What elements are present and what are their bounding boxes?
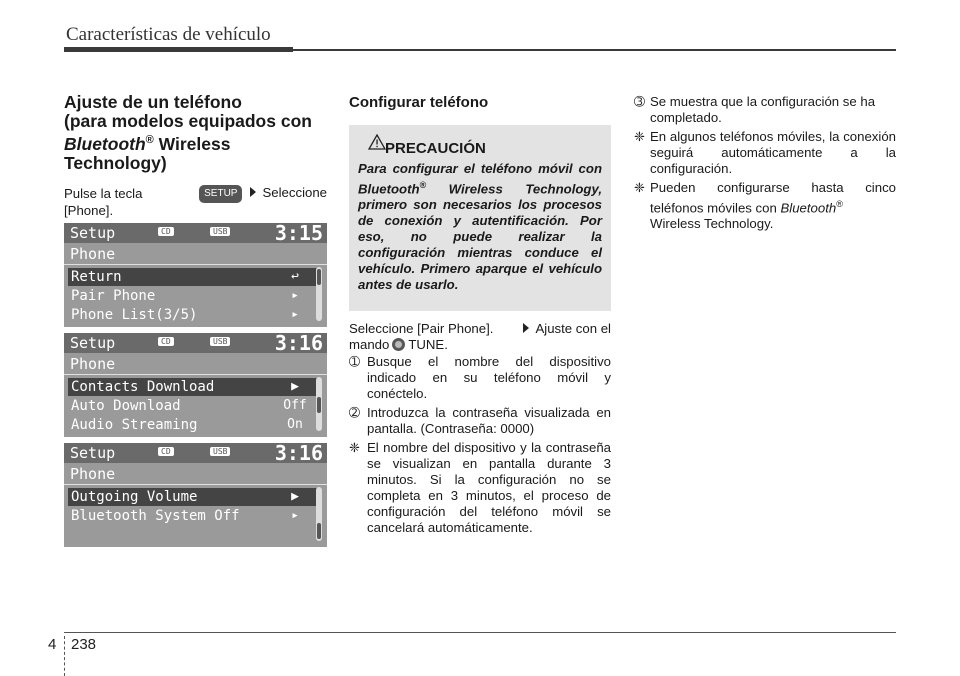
note-3-prefix: Pueden configurarse hasta cinco teléfonos móviles con xyxy=(650,180,896,216)
screen-title: Setup xyxy=(70,224,116,242)
clock: 3:16 xyxy=(274,443,323,465)
pair-line2-suffix: TUNE. xyxy=(408,337,448,352)
screen-title: Setup xyxy=(70,334,116,352)
setup-screen-1 xyxy=(64,223,327,327)
pair-instruction-prefix: Seleccione [Pair Phone]. xyxy=(349,321,494,336)
menu-item-outgoing-volume: Outgoing Volume xyxy=(68,488,273,506)
header-rule xyxy=(293,49,896,51)
divider xyxy=(64,374,327,375)
chevron-right-icon: ▸ xyxy=(291,307,299,322)
configure-phone-heading: Configurar teléfono xyxy=(349,94,489,111)
instruction-line-2: [Phone]. xyxy=(64,203,114,218)
audio-streaming-value: On xyxy=(287,417,303,432)
scrollbar-thumb xyxy=(317,397,321,413)
scrollbar-thumb xyxy=(317,269,321,285)
note-3-text xyxy=(650,180,896,232)
footer-divider xyxy=(64,636,65,676)
menu-item-contacts-download: Contacts Download xyxy=(68,378,273,396)
note-3 xyxy=(634,180,896,232)
pair-instruction-suffix: Ajuste con el xyxy=(535,321,611,336)
menu-item-pair-phone: Pair Phone xyxy=(71,288,156,304)
menu-item-auto-download: Auto Download xyxy=(71,398,181,414)
return-icon: ↩ xyxy=(272,268,318,286)
note-2-text: En algunos teléfonos móviles, la conexión seguirá automáticamente a la configuración. xyxy=(650,129,896,176)
heading-line-3 xyxy=(64,131,312,154)
caution-registered: ® xyxy=(419,180,427,190)
warning-icon xyxy=(368,134,386,150)
heading-wireless: Wireless xyxy=(153,133,231,154)
heading-registered: ® xyxy=(145,134,154,146)
heading-bluetooth: Bluetooth xyxy=(64,133,146,154)
setup-key: SETUP xyxy=(199,185,242,203)
caution-text-2: Wireless Technology, primero son necesarios los procesos de conexión y autentificación. Por eso, no puede realizar la configuración mientras conduce el vehículo. Primero aparque el vehículo antes de usarlo. xyxy=(358,181,602,293)
note-1 xyxy=(349,440,611,536)
menu-item-phone-list: Phone List(3/5) xyxy=(71,307,198,323)
clock: 3:16 xyxy=(274,333,323,355)
note-2-mark: ❈ xyxy=(634,129,646,144)
note-3-bluetooth: Bluetooth xyxy=(780,200,837,216)
heading-line-2: (para modelos equipados con xyxy=(64,111,312,131)
arrow-right-icon xyxy=(250,187,256,197)
step-2-number: ➁ xyxy=(349,405,361,420)
clock: 3:15 xyxy=(274,223,323,245)
setup-screen-2 xyxy=(64,333,327,437)
menu-item-return: Return xyxy=(68,268,273,286)
caution-title: PRECAUCIÓN xyxy=(385,140,486,157)
caution-text-1: Para configurar el teléfono móvil con Bluetooth xyxy=(358,161,602,197)
setup-screen-3 xyxy=(64,443,327,547)
note-2 xyxy=(634,129,896,177)
step-3-text: Se muestra que la configuración se ha completado. xyxy=(650,94,876,125)
note-3-registered: ® xyxy=(836,199,843,209)
note-3-suffix: Wireless Technology. xyxy=(650,216,774,232)
usb-indicator: USB xyxy=(210,447,230,456)
setup-instruction xyxy=(64,185,327,219)
instruction-prefix: Pulse la tecla xyxy=(64,186,143,201)
cd-indicator: CD xyxy=(158,337,174,346)
screen-subtitle: Phone xyxy=(70,355,116,373)
step-1 xyxy=(349,354,611,402)
pair-phone-instructions xyxy=(349,321,611,536)
divider xyxy=(64,264,327,265)
note-1-mark: ❈ xyxy=(349,440,361,455)
usb-indicator: USB xyxy=(210,337,230,346)
caution-body xyxy=(358,161,602,293)
instruction-suffix: Seleccione xyxy=(262,185,327,200)
footer-rule xyxy=(64,632,896,633)
play-arrow-icon: ▶ xyxy=(272,378,318,396)
pair-line2-prefix: mando xyxy=(349,337,390,352)
step-2-text: Introduzca la contraseña visualizada en pantalla. (Contraseña: 0000) xyxy=(367,405,611,436)
note-1-text: El nombre del dispositivo y la contraseña se visualizan en pantalla durante 3 minutos. Si la configuración no se completa en 3 minutos, el proceso de configuración del teléfono móvil se cancelará automáticamente. xyxy=(367,440,611,535)
chapter-number: 4 xyxy=(48,636,57,653)
auto-download-value: Off xyxy=(283,398,307,413)
screen-title: Setup xyxy=(70,444,116,462)
chapter-header-title: Características de vehículo xyxy=(66,24,271,45)
chevron-right-icon: ▸ xyxy=(291,288,299,303)
note-3-mark: ❈ xyxy=(634,180,646,195)
step-2 xyxy=(349,405,611,437)
section-heading xyxy=(64,93,312,173)
heading-line-1: Ajuste de un teléfono xyxy=(64,92,242,112)
divider xyxy=(64,484,327,485)
caution-box xyxy=(349,125,611,311)
step-1-text: Busque el nombre del dispositivo indicado en su teléfono móvil y conéctelo. xyxy=(367,354,611,401)
menu-item-bluetooth-system-off: Bluetooth System Off xyxy=(71,508,240,524)
page-number: 238 xyxy=(71,636,97,653)
menu-item-audio-streaming: Audio Streaming xyxy=(71,417,198,433)
step-3 xyxy=(634,94,896,126)
chevron-right-icon: ▸ xyxy=(291,508,299,523)
column-3 xyxy=(634,94,896,232)
screen-subtitle: Phone xyxy=(70,465,116,483)
heading-line-4: Technology) xyxy=(64,152,167,173)
scrollbar-thumb xyxy=(317,523,321,539)
play-arrow-icon: ▶ xyxy=(272,488,318,506)
tune-knob-icon xyxy=(392,338,405,351)
cd-indicator: CD xyxy=(158,447,174,456)
cd-indicator: CD xyxy=(158,227,174,236)
arrow-right-icon xyxy=(523,323,529,333)
header-bar xyxy=(64,47,293,52)
step-1-number: ➀ xyxy=(349,354,361,369)
step-3-number: ➂ xyxy=(634,94,646,109)
screen-subtitle: Phone xyxy=(70,245,116,263)
usb-indicator: USB xyxy=(210,227,230,236)
